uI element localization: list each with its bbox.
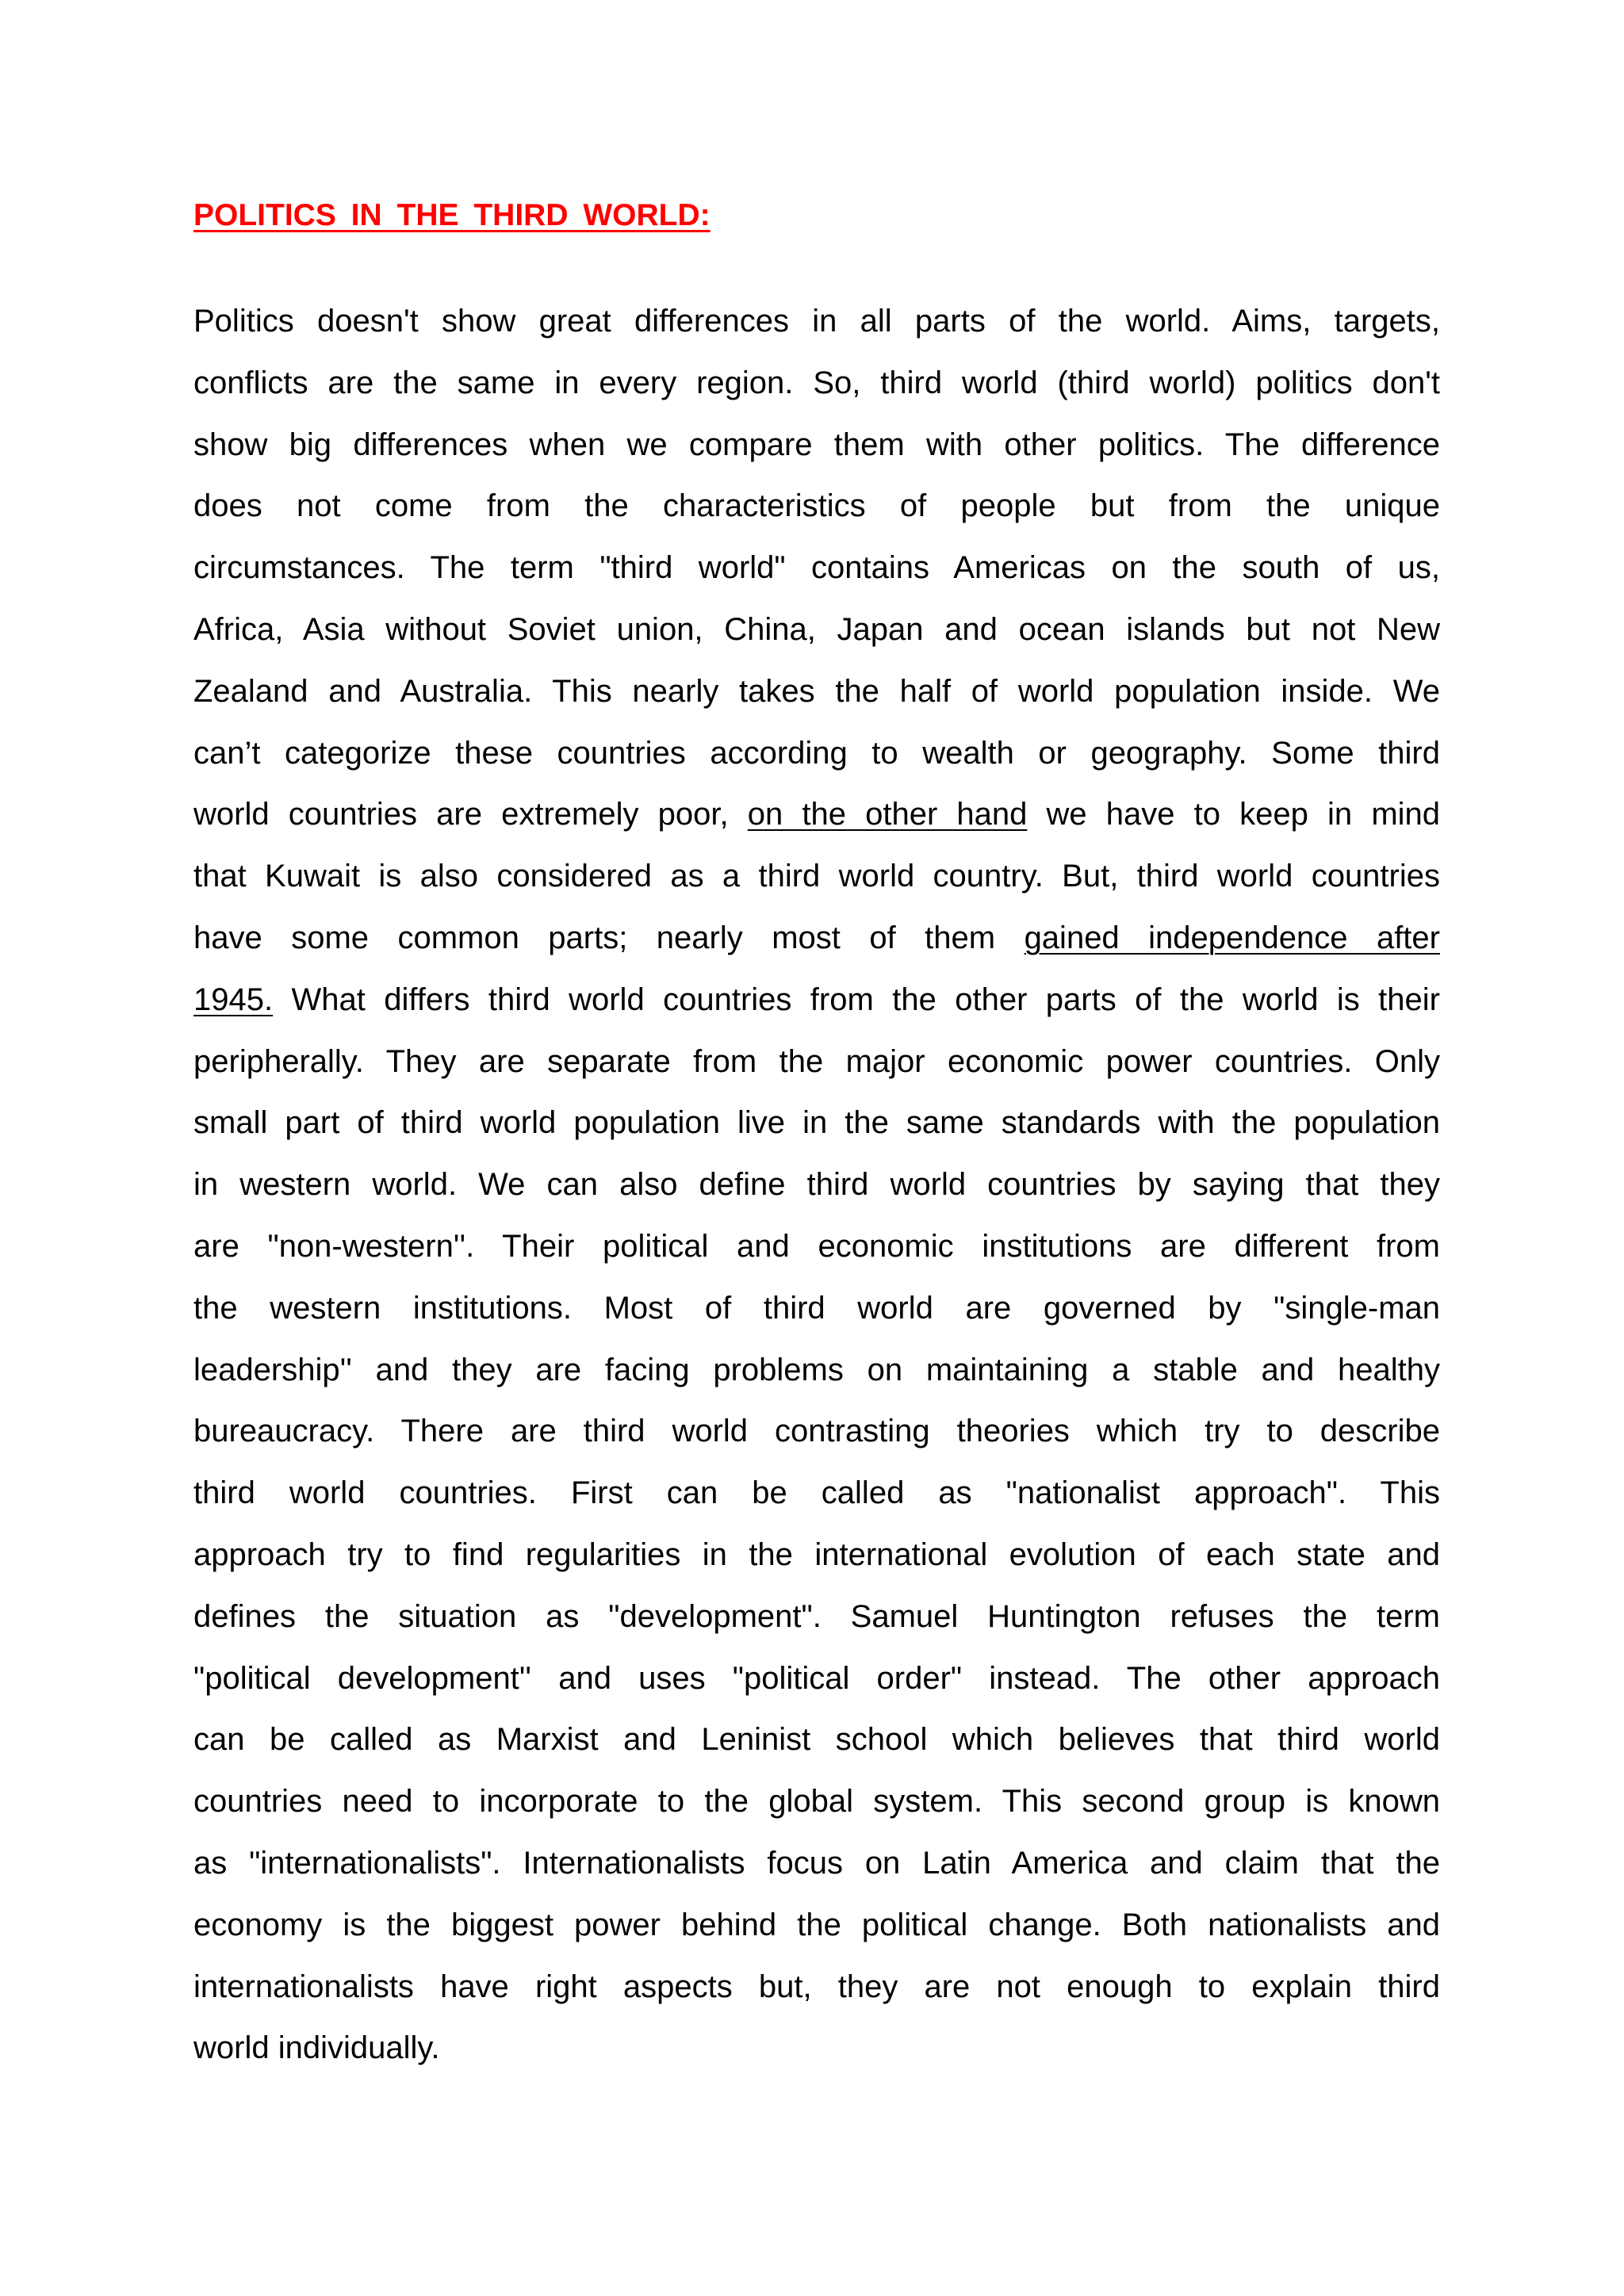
paragraph-line <box>193 1340 1440 1402</box>
text-run: Politics doesn't show great differences in all parts of the world. Aims, targets, <box>193 304 1440 339</box>
paragraph-line <box>193 415 1440 476</box>
text-run: are "non-western''. Their political and economic institutions are different from <box>193 1228 1440 1264</box>
paragraph-line <box>193 1463 1440 1525</box>
underlined-phrase: 1945. <box>193 982 274 1017</box>
text-run: peripherally. They are separate from the major economic power countries. Only <box>193 1043 1440 1079</box>
paragraph-line <box>193 846 1440 908</box>
paragraph-line <box>193 2018 1440 2080</box>
paragraph-line <box>193 1648 1440 1710</box>
paragraph-line <box>193 970 1440 1031</box>
paragraph-line <box>193 1031 1440 1093</box>
paragraph-line <box>193 1895 1440 1957</box>
paragraph-line <box>193 1771 1440 1833</box>
paragraph-line <box>193 723 1440 785</box>
text-run: internationalists have right aspects but, they are not enough to explain third <box>193 1969 1440 2004</box>
underlined-phrase: on the other hand <box>747 797 1028 832</box>
text-run: defines the situation as "development". Samuel Huntington refuses the term <box>193 1598 1440 1634</box>
text-run: small part of third world population live in the same standards with the population <box>193 1105 1440 1141</box>
paragraph-line <box>193 538 1440 599</box>
text-run: What differs third world countries from the other parts of the world is their <box>273 982 1440 1017</box>
text-run: the western institutions. Most of third world are governed by "single-man <box>193 1290 1440 1326</box>
text-run: Zealand and Australia. This nearly takes the half of world population inside. We <box>193 673 1440 709</box>
paragraph-line <box>193 1278 1440 1340</box>
underlined-phrase: gained independence after <box>1024 920 1440 955</box>
paragraph-line <box>193 1093 1440 1154</box>
paragraph-line <box>193 1525 1440 1586</box>
text-run: conflicts are the same in every region. So, third world (third world) politics don't <box>193 365 1440 400</box>
text-run: does not come from the characteristics of people but from the unique <box>193 488 1440 524</box>
text-run: world countries are extremely poor, <box>193 797 748 832</box>
paragraph-line <box>193 353 1440 415</box>
paragraph-line <box>193 1709 1440 1771</box>
text-run: in western world. We can also define third world countries by saying that they <box>193 1167 1440 1203</box>
text-run: can be called as Marxist and Leninist school which believes that third world <box>193 1722 1440 1758</box>
text-run: that Kuwait is also considered as a third world country. But, third world countries <box>193 859 1440 894</box>
document-title: POLITICS IN THE THIRD WORLD: <box>193 198 710 232</box>
text-run: leadership'' and they are facing problems on maintaining a stable and healthy <box>193 1352 1440 1387</box>
paragraph-line <box>193 1216 1440 1278</box>
text-run: we have to keep in mind <box>1027 797 1441 832</box>
paragraph-line <box>193 1586 1440 1648</box>
text-run: circumstances. The term "third world" contains Americas on the south of us, <box>193 550 1440 586</box>
text-run: "political development'' and uses "political order" instead. The other approach <box>193 1660 1440 1696</box>
paragraph-line <box>193 1154 1440 1216</box>
paragraph-line <box>193 661 1440 723</box>
text-run: world individually. <box>193 2030 440 2066</box>
text-run: countries need to incorporate to the global system. This second group is known <box>193 1784 1440 1820</box>
text-run: approach try to find regularities in the international evolution of each state and <box>193 1536 1440 1572</box>
text-run: have some common parts; nearly most of them <box>193 920 1025 955</box>
paragraph-line <box>193 291 1440 353</box>
text-run: economy is the biggest power behind the political change. Both nationalists and <box>193 1907 1440 1942</box>
text-run: bureaucracy. There are third world contrasting theories which try to describe <box>193 1414 1440 1449</box>
text-run: can’t categorize these countries according to wealth or geography. Some third <box>193 735 1440 771</box>
paragraph-line <box>193 908 1440 970</box>
text-run: as "internationalists". Internationalists focus on Latin America and claim that the <box>193 1845 1440 1881</box>
text-run: third world countries. First can be called as "nationalist approach". This <box>193 1475 1440 1511</box>
text-run: Africa, Asia without Soviet union, China, Japan and ocean islands but not New <box>193 611 1440 647</box>
paragraph-line <box>193 1833 1440 1895</box>
paragraph-line <box>193 784 1440 846</box>
paragraph-line <box>193 599 1440 661</box>
body-paragraph <box>193 291 1440 2080</box>
paragraph-line <box>193 1401 1440 1463</box>
paragraph-line <box>193 476 1440 538</box>
text-run: show big differences when we compare them with other politics. The difference <box>193 427 1440 462</box>
paragraph-line <box>193 1957 1440 2019</box>
